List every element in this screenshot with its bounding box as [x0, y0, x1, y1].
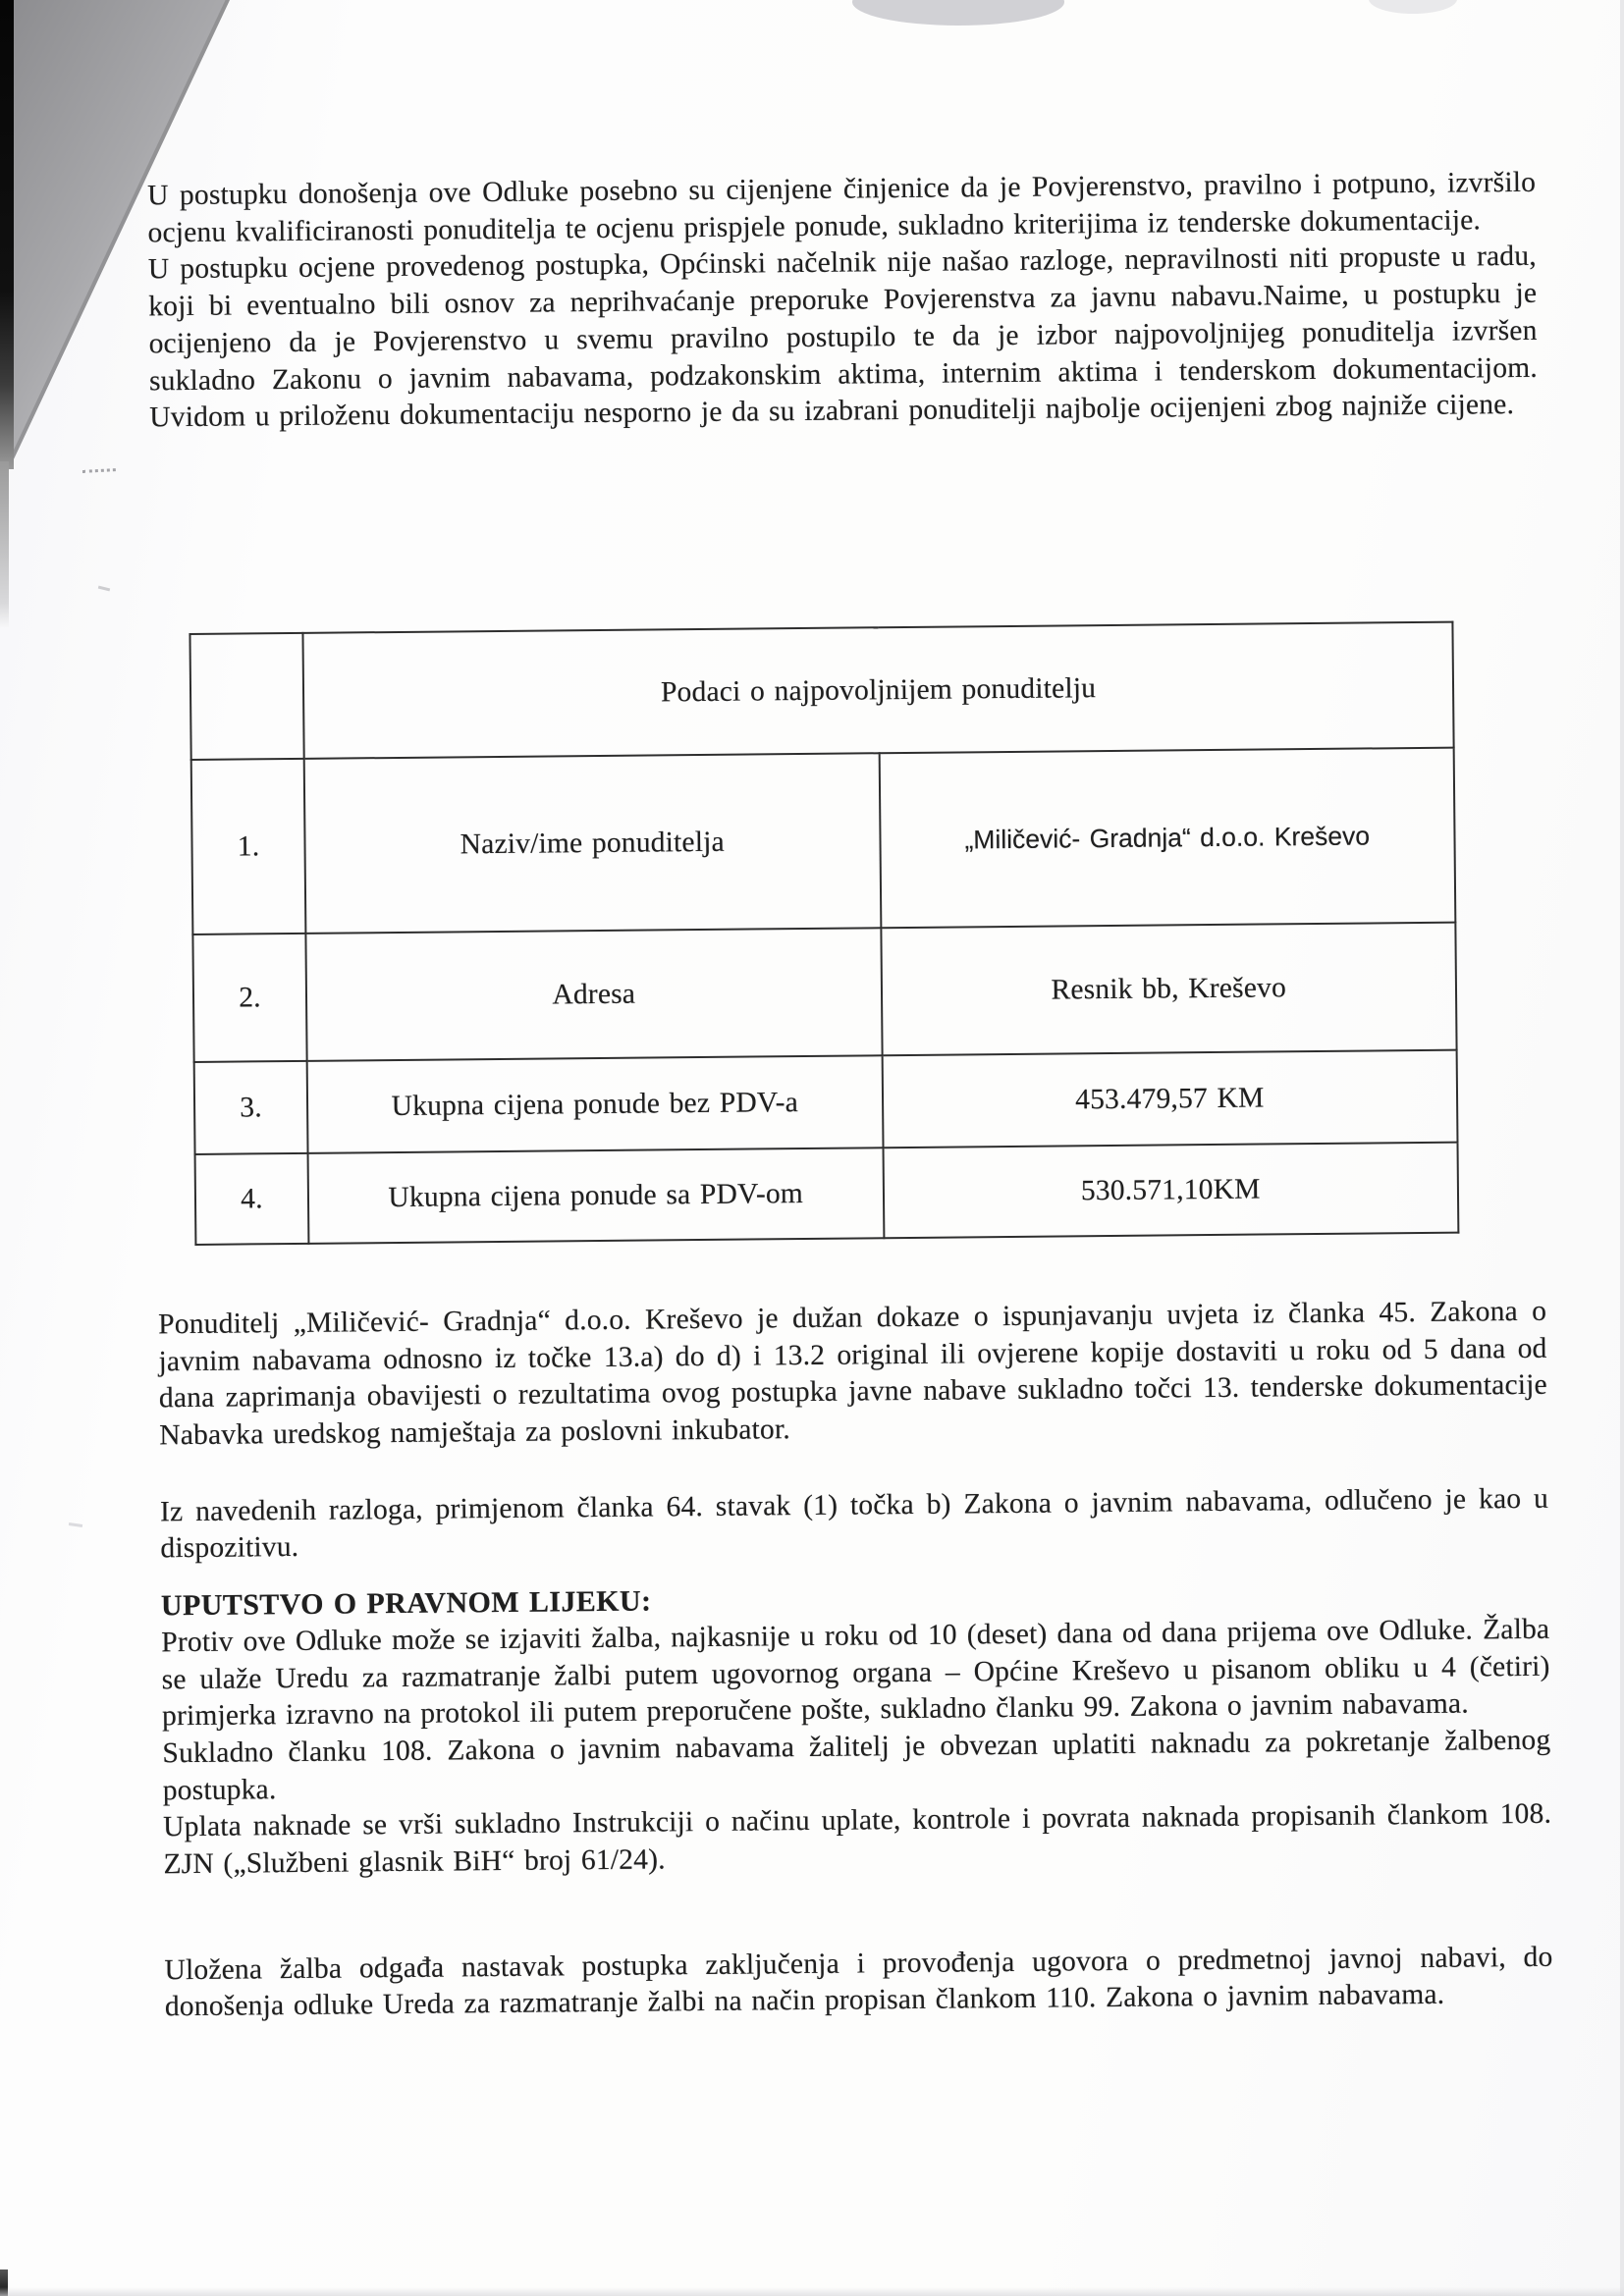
intro-paragraph-2: U postupku ocjene provedenog postupka, Općinski načelnik nije našao razloge, nepravilnosti niti propuste u radu, koji bi eventualno bili osnov za neprihvaćanje preporuke Povjerenstva za javnu nabavu.Naime, u postupku je ocijenjeno da je Povjerenstvo u svemu pravilno postupilo te da je izbor najpovoljnijeg ponuditelja izvršen sukladno Zakonu o javnim nabavama, podzakonskim aktima, internim aktima i tenderskom dokumentacijom. Uvidom u priloženu dokumentaciju nesporno je da su izabrani ponuditelji najbolje ocijenjeni zbog najniže cijene.	[147, 240, 1539, 434]
small-mark-artifact-2	[69, 1522, 82, 1527]
row-value-cell: 453.479,57 KM	[882, 1050, 1457, 1148]
table-header-empty-cell	[189, 633, 303, 760]
row-value-cell: „Miličević- Gradnja“ d.o.o. Kreševo	[879, 748, 1455, 929]
table-row	[191, 748, 1456, 934]
small-mark-artifact	[98, 586, 110, 592]
legal-remedy-paragraph-1: Protiv ove Odluke može se izjaviti žalba, najkasnije u roku od 10 (deset) dana od dana prijema ove Odluke. Žalba se ulaže Uredu za razmatranje žalbi putem ugovornog organa – Općine Kreševo u pisanom obliku u 4 (četiri) primjerka izravno na protokol ili putem preporučene pošte, sukladno članku 99. Zakona o javnim nabavama.	[161, 1613, 1550, 1733]
bottom-edge-shade	[0, 2287, 1624, 2296]
table-row	[194, 1050, 1458, 1154]
scanner-smudge-top-right	[1369, 0, 1457, 14]
right-edge-shade	[1620, 0, 1624, 2296]
scanner-smudge-top	[852, 0, 1064, 26]
row-number-cell: 3.	[194, 1061, 308, 1154]
table-row	[195, 1143, 1459, 1245]
scanner-edge-strip-fade	[0, 461, 9, 628]
document-body	[147, 165, 1553, 2027]
row-value-cell: 530.571,10KM	[883, 1143, 1458, 1239]
pen-mark-artifact	[82, 468, 116, 478]
row-number-cell: 2.	[192, 934, 306, 1062]
legal-remedy-heading: UPUTSTVO O PRAVNOM LIJEKU:	[160, 1584, 652, 1623]
row-label-cell: Ukupna cijena ponude sa PDV-om	[308, 1148, 884, 1244]
table-header-row	[189, 622, 1453, 760]
row-label-cell: Adresa	[305, 928, 882, 1061]
row-value-cell: Resnik bb, Kreševo	[881, 923, 1457, 1056]
obligation-paragraph: Ponuditelj „Miličević- Gradnja“ d.o.o. Kreševo je dužan dokaze o ispunjavanju uvjeta iz članka 45. Zakona o javnim nabavama odnosno iz točke 13.a) do d) i 13.2 original ili ovjerene kopije dostaviti u roku od 5 dana od dana zaprimanja obavijesti o rezultatima ovog postupka javne nabave sukladno točci 13. tenderske dokumentacije Nabavka uredskog namještaja za poslovni inkubator.	[158, 1295, 1548, 1452]
best-bidder-table	[189, 621, 1459, 1246]
legal-remedy-paragraph-3: Uplata naknade se vrši sukladno Instrukciji o načinu uplate, kontrole i povrata naknada propisanih člankom 108. ZJN („Službeni glasnik BiH“ broj 61/24).	[162, 1798, 1552, 1881]
row-label-cell: Ukupna cijena ponude bez PDV-a	[307, 1055, 883, 1153]
table-row	[192, 923, 1456, 1062]
suspension-paragraph: Uložena žalba odgađa nastavak postupka zaključenja i provođenja ugovora o predmetnoj javnoj nabavi, do donošenja odluke Ureda za razmatranje žalbi na način propisan člankom 110. Zakona o javnim nabavama.	[164, 1941, 1553, 2023]
spacer	[150, 424, 1541, 634]
table-title-cell: Podaci o najpovoljnijem ponuditelju	[302, 622, 1453, 759]
intro-paragraph-1: U postupku donošenja ove Odluke posebno su cijenjene činjenice da je Povjerenstvo, pravilno i potpuno, izvršilo ocjenu kvalificiranosti ponuditelja te ocjenu prispjele ponude, sukladno kriterijima iz tenderske dokumentacije.	[147, 166, 1537, 249]
row-number-cell: 4.	[195, 1153, 309, 1245]
row-label-cell: Naziv/ime ponuditelja	[304, 753, 881, 934]
row-number-cell: 1.	[191, 759, 306, 934]
legal-remedy-paragraph-2: Sukladno članku 108. Zakona o javnim nabavama žalitelj je obvezan uplatiti naknadu za pokretanje žalbenog postupka.	[162, 1724, 1551, 1806]
reason-paragraph: Iz navedenih razloga, primjenom članka 64. stavak (1) točka b) Zakona o javnim nabavama, odlučeno je kao u dispozitivu.	[159, 1482, 1549, 1565]
scanner-edge-strip	[0, 0, 14, 469]
